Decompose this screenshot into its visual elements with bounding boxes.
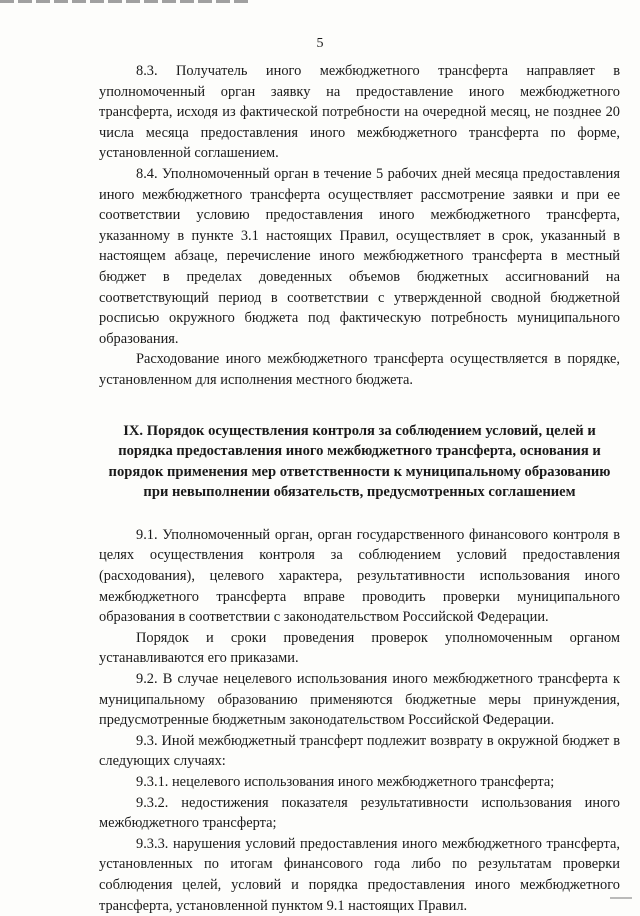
scan-corner-artifact [610,897,632,899]
section-heading-text: IX. Порядок осуществления контроля за соблюдением условий, целей и порядка предоставления иного межбюджетного трансферта, основания и порядок применения мер ответственности к муниципальному образованию при невыполнении обязательств, предусмотренных соглашением [108,422,611,501]
paragraph-9-3-2: 9.3.2. недостижения показателя результативности использования иного межбюджетного трансферта; [99,794,620,832]
paragraph-9-2: 9.2. В случае нецелевого использования иного межбюджетного трансферта к муниципальному образованию применяются бюджетные меры принуждения, предусмотренные бюджетным законодательством Российской Федерации. [99,671,620,729]
paragraph-inspection-order: Порядок и сроки проведения проверок уполномоченным органом устанавливаются его приказами. [99,629,620,667]
paragraph-9-3-3: 9.3.3. нарушения условий предоставления иного межбюджетного трансферта, установленных по итогам финансового года либо по результатам проверки соблюдения целей, условий и порядка предоставления иного межбюджетного трансферта, установленной пунктом 9.1 настоящих Правил. [99,835,620,914]
paragraph-9-3: 9.3. Иной межбюджетный трансферт подлежит возврату в окружной бюджет в следующих случаях: [99,732,620,770]
page-number: 5 [316,36,324,51]
paragraph-8-3: 8.3. Получатель иного межбюджетного трансферта направляет в уполномоченный орган заявку на предоставление иного межбюджетного трансферта, исходя из фактической потребности на очередной месяц, не позднее 20 числа месяца предоставления иного межбюджетного трансферта по форме, установленной соглашением. [99,63,620,162]
paragraph-8-4: 8.4. Уполномоченный орган в течение 5 рабочих дней месяца предоставления иного межбюджетного трансферта осуществляет рассмотрение заявки и при ее соответствии условию предоставления иного межбюджетного трансферта, указанному в пункте 3.1 настоящих Правил, осуществляет в срок, указанный в настоящем абзаце, перечисление иного межбюджетного трансферта в местный бюджет в пределах доведенных объемов бюджетных ассигнований на соответствующий период в соответствии с утвержденной сводной бюджетной росписью окружного бюджета под фактическую потребность муниципального образования. [99,165,620,347]
paragraph-9-3-1: 9.3.1. нецелевого использования иного межбюджетного трансферта; [136,774,555,790]
scan-edge-artifact [0,0,250,3]
section-heading-ix [99,421,620,503]
paragraph-9-1: 9.1. Уполномоченный орган, орган государственного финансового контроля в целях осуществления контроля за соблюдением условий предоставления (расходования), целевого характера, результативности использования иного межбюджетного трансферта вправе проводить проверки муниципального образования в соответствии с законодательством Российской Федерации. [99,526,620,626]
paragraph-spending: Расходование иного межбюджетного трансферта осуществляется в порядке, установленном для исполнения местного бюджета. [99,351,620,388]
document-body [99,61,620,916]
